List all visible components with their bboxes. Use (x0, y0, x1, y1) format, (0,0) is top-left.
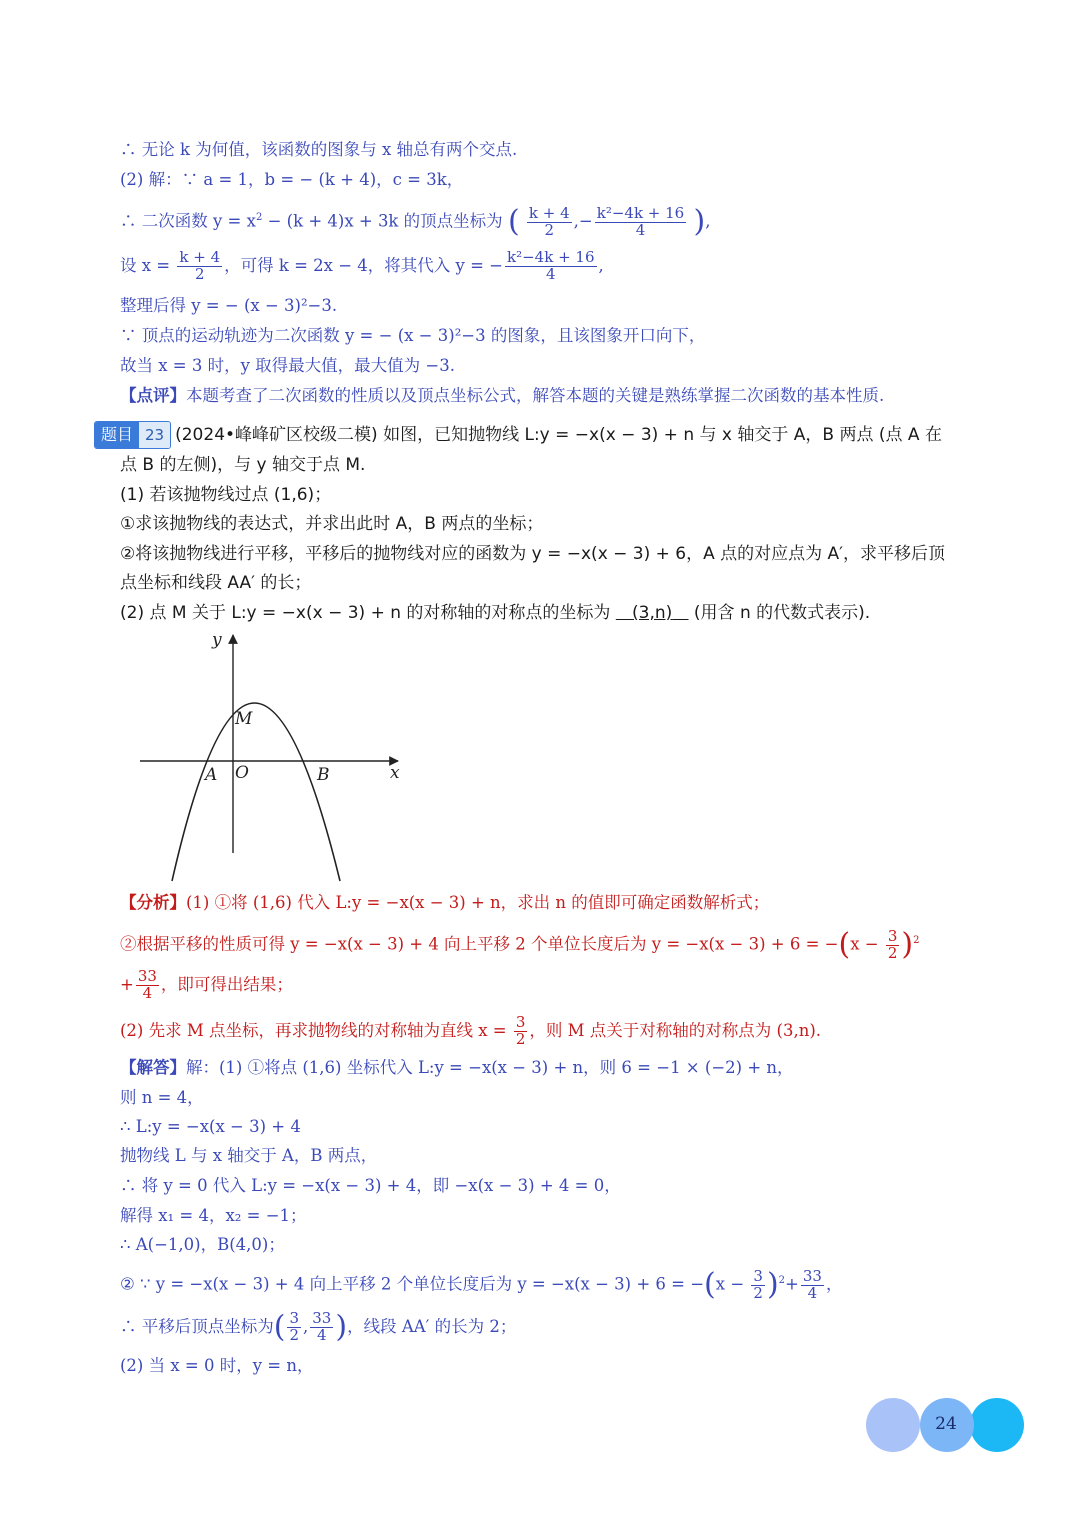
page-number: 24 (935, 1414, 957, 1434)
fraction: $\frac{33}{4}$ (137, 967, 157, 1002)
answer-line (120, 1056, 794, 1080)
point-m-label: M (235, 709, 253, 729)
question-line (94, 421, 942, 449)
text: x − (850, 934, 879, 954)
text: ②根据平移的性质可得 y = −x(x − 3) + 4 向上平移 2 个单位长度后为 y = −x(x − 3) + 6 = − (120, 934, 839, 954)
text: (2) 先求 M 点坐标，再求抛物线的对称轴为直线 x = (120, 1021, 507, 1040)
text: 设 x = (120, 256, 171, 275)
answer-line: 则 n = 4， (120, 1088, 204, 1107)
fraction: $\frac{33}{4}$ (312, 1309, 332, 1344)
text: ∴ 平移后顶点坐标为 (120, 1317, 274, 1336)
question-line: 点 B 的左侧)，与 y 轴交于点 M. (120, 455, 366, 475)
point-b-label: B (317, 765, 330, 785)
text: (2) 点 M 关于 L:y = −x(x − 3) + n 的对称轴的对称点的坐标为 (120, 603, 611, 623)
parabola-figure (130, 625, 420, 885)
text: ，线段 AA′ 的长为 2； (347, 1317, 517, 1336)
answer-line: 解得 x₁ = 4，x₂ = −1； (120, 1206, 307, 1225)
fraction: $\frac{3}{2}$ (515, 1013, 526, 1048)
question-tag: 题目 23 (94, 421, 171, 449)
text: ，可得 k = 2x − 4，将其代入 y = − (224, 256, 504, 275)
text: (2024•峰峰矿区校级二模) 如图，已知抛物线 L:y = −x(x − 3) + n 与 x 轴交于 A，B 两点 (点 A 在 (175, 425, 942, 445)
answer-line: ∴ A(−1,0)，B(4,0)； (120, 1235, 285, 1254)
solution-line: ∴ 无论 k 为何值，该函数的图象与 x 轴总有两个交点. (120, 140, 518, 159)
analysis-line (120, 1010, 821, 1052)
parabola-curve (172, 703, 340, 881)
text: ，即可得出结果； (160, 975, 293, 994)
text: + (785, 1274, 799, 1294)
analysis-line (120, 891, 769, 915)
fraction: $\frac{3}{2}$ (887, 926, 898, 962)
fraction: $\frac{k + 4}{2}$ (528, 203, 570, 239)
solution-line: 整理后得 y = − (x − 3)²−3. (120, 296, 338, 315)
solution-line: (2) 解：∵ a = 1，b = − (k + 4)，c = 3k， (120, 170, 464, 189)
answer-line: ∴ 将 y = 0 代入 L:y = −x(x − 3) + 4，即 −x(x − 3) + 4 = 0， (120, 1176, 621, 1195)
question-line: ①求该抛物线的表达式，并求出此时 A，B 两点的坐标； (120, 514, 544, 534)
fraction: $\frac{k + 4}{2}$ (179, 248, 221, 283)
text: ，则 M 点关于对称轴的对称点为 (3,n). (529, 1021, 822, 1040)
decor-circle-right (970, 1398, 1024, 1452)
text: 解：(1) ①将点 (1,6) 坐标代入 L:y = −x(x − 3) + n，则 6 = −1 × (−2) + n， (186, 1058, 794, 1077)
fraction: $\frac{33}{4}$ (802, 1266, 822, 1302)
solution-line: 设 x = $\frac{k + 4}{2}$ ，可得 k = 2x − 4，将其代入 y = − $\frac{\text{k²−4k + 16}}{4}$ , (120, 248, 604, 283)
analysis-line (120, 964, 293, 1006)
decor-circle-left (866, 1398, 920, 1452)
answer-line: (2) 当 x = 0 时，y = n， (120, 1356, 314, 1375)
answer-line: ② ∵ y = −x(x − 3) + 4 向上平移 2 个单位长度后为 y = −x(x − 3) + 6 = −(x − $\frac{3}{2}$ )$^2$+ $\frac{33}{4}$ ， (120, 1266, 843, 1302)
comment-title: 【点评】 (120, 386, 186, 405)
question-line: 点坐标和线段 AA′ 的长； (120, 573, 312, 593)
solution-line: ∵ 顶点的运动轨迹为二次函数 y = − (x − 3)²−3 的图象，且该图象开口向下， (120, 326, 706, 345)
fraction: $\frac{\text{k²−4k + 16}}{4}$ (596, 203, 685, 239)
question-line: ②将该抛物线进行平移，平移后的抛物线对应的函数为 y = −x(x − 3) + 6，A 点的对应点为 A′，求平移后顶 (120, 544, 946, 564)
question-line: (1) 若该抛物线过点 (1,6)； (120, 485, 332, 505)
answer-line: ∴ 平移后顶点坐标为( $\frac{3}{2}$ , $\frac{33}{4}$ )，线段 AA′ 的长为 2； (120, 1309, 517, 1345)
solution-line: 故当 x = 3 时，y 取得最大值，最大值为 −3. (120, 356, 455, 375)
text: (1) ①将 (1,6) 代入 L:y = −x(x − 3) + n，求出 n 的值即可确定函数解析式； (186, 893, 770, 912)
point-a-label: A (205, 765, 218, 785)
analysis-title: 【分析】 (120, 893, 186, 912)
x-axis-label: x (390, 763, 400, 783)
answer-line: 抛物线 L 与 x 轴交于 A，B 两点， (120, 1146, 378, 1165)
solution-line: ∴ 二次函数 $y = x^2 - (k + 4)x + 3k$ 的顶点坐标为 ( $\frac{k + 4}{2}$ ,− $\frac{\text{k²−4k + 16}}{4}$ ), (120, 203, 711, 239)
origin-label: O (235, 763, 249, 783)
text: (用含 n 的代数式表示). (693, 603, 871, 623)
text: ② ∵ y = −x(x − 3) + 4 向上平移 2 个单位长度后为 y = −x(x − 3) + 6 = − (120, 1274, 705, 1294)
analysis-line: ②根据平移的性质可得 y = −x(x − 3) + 4 向上平移 2 个单位长度后为 y = −x(x − 3) + 6 = −(x − $\frac{3}{2}$ )$^2$ (120, 926, 920, 962)
answer-title: 【解答】 (120, 1058, 186, 1077)
comment-text: 本题考查了二次函数的性质以及顶点坐标公式，解答本题的关键是熟练掌握二次函数的基本性质. (186, 386, 885, 405)
text: x − (715, 1274, 745, 1294)
comment-line (120, 384, 884, 408)
fraction: $\frac{3}{2}$ (753, 1266, 763, 1302)
text: + (120, 975, 134, 994)
text: ∴ 二次函数 y = x (120, 211, 256, 231)
fraction: $\frac{3}{2}$ (289, 1309, 300, 1344)
answer-blank: (3,n) (632, 603, 673, 623)
fraction: $\frac{\text{k²−4k + 16}}{4}$ (507, 248, 595, 283)
answer-line: ∴ L:y = −x(x − 3) + 4 (120, 1117, 301, 1136)
text: − (k + 4)x + 3k 的顶点坐标为 (267, 211, 503, 231)
y-axis-label: y (212, 630, 222, 650)
text: ， (825, 1274, 843, 1294)
question-line (120, 601, 870, 625)
